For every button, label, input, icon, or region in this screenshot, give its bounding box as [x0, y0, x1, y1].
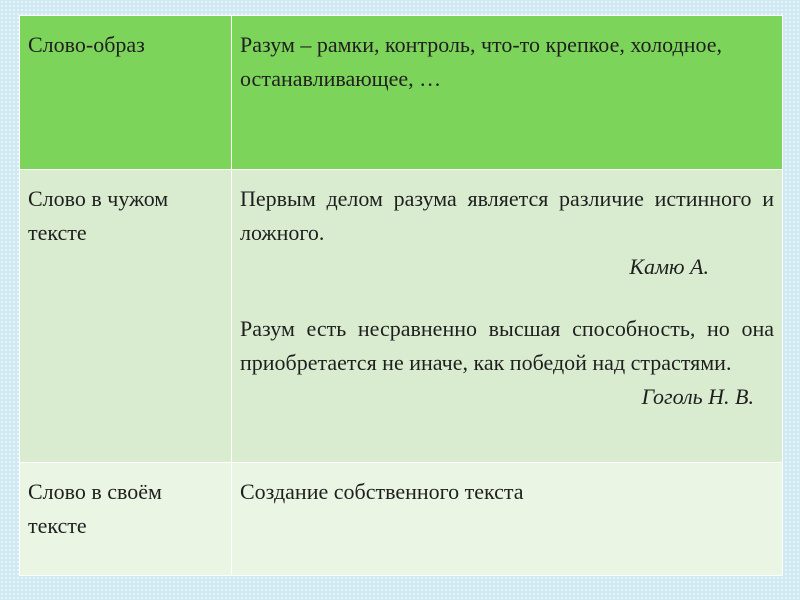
- row-content-cell: [232, 463, 783, 576]
- row-content-cell: [232, 16, 783, 170]
- row-label: Слово-образ: [28, 32, 145, 57]
- row-content: Разум – рамки, контроль, что-то крепкое, холодное, останавливающее, …: [240, 32, 723, 91]
- quote-author: Гоголь Н. В.: [641, 384, 754, 409]
- row-content: Создание собственного текста: [240, 479, 524, 504]
- table-row-word-in-others-text: [20, 170, 783, 463]
- row-content-cell: [232, 170, 783, 463]
- row-label-cell: [20, 463, 232, 576]
- table-row-word-image: [20, 16, 783, 170]
- row-label-cell: [20, 170, 232, 463]
- table-row-word-in-own-text: [20, 463, 783, 576]
- quote-text: Разум есть несравненно высшая способность, но она приобретается не иначе, как победой над страстями.: [240, 316, 774, 375]
- row-label: Слово в чужом тексте: [28, 186, 169, 245]
- quote-author: Камю А.: [629, 254, 709, 279]
- word-analysis-table: [19, 15, 783, 576]
- row-label-cell: [20, 16, 232, 170]
- row-label: Слово в своём тексте: [28, 479, 162, 538]
- quote-text: Первым делом разума является различие истинного и ложного.: [240, 186, 774, 245]
